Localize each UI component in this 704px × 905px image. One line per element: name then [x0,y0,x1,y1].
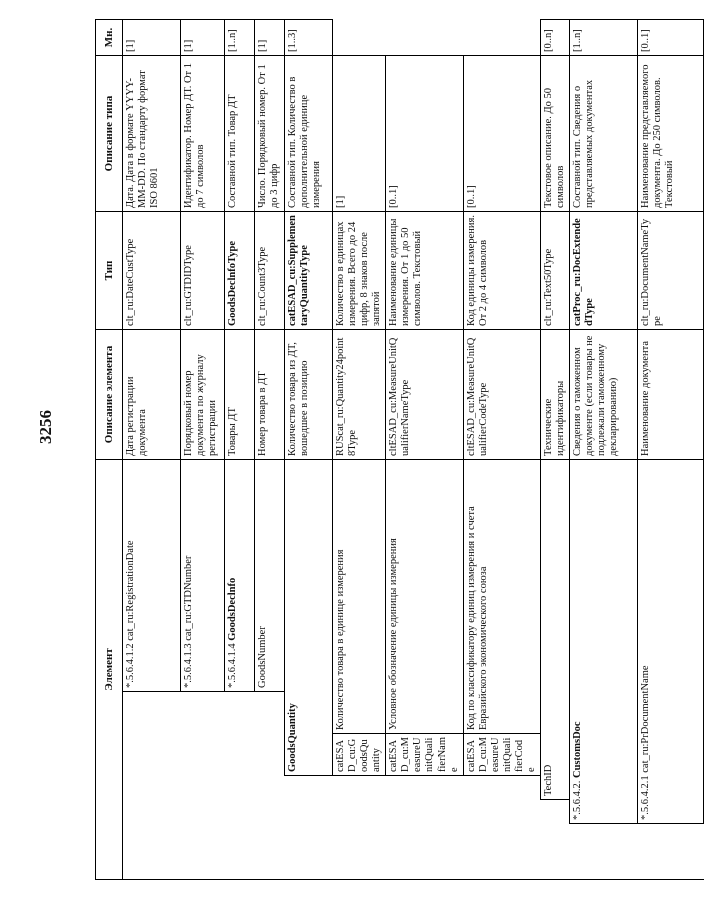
header-type-desc: Описание типа [96,56,123,212]
elements-table [95,19,704,880]
table-row: GoodsNumber Номер товара в ДТ clt_ru:Count3Type Число. Порядковый номер. От 1 до 3 цифр [1] [255,20,285,880]
header-row [96,20,123,880]
page-number: 3256 [36,410,55,444]
header-mult: Мн. [96,20,123,56]
header-type: Тип [96,212,123,330]
table-row: catESAD_cu:MeasureUnitQualifierCode Код по классификатору единиц измерения и счета Евразийского экономического союза cltESAD_cu:MeasureUnitQualifierCodeType Код единицы измерения. От 2 до 4 символов [0..1] [463,20,540,880]
table-row: *.5.6.4.2. CustomsDoc Сведения о таможенном документе (если товары не подлежали таможенному декларированию) catProc_ru:DocExtendedType Составной тип. Сведения о представляемых документах [1..n] [570,20,638,880]
header-element: Элемент [96,460,123,880]
header-desc: Описание элемента [96,330,123,460]
table-row: *.5.6.4.1.3 cat_ru:GTDNumber Порядковый номер документа по журналу регистрации clt_ru:GTDIDType Идентификатор. Номер ДТ. От 1 до 7 символов [1] [181,20,225,880]
table-row: *.5.6.4.2.1 cat_ru:PrDocumentName Наименование документа clt_ru:DocumentNameType Наименование представляемого документа. До 250 символов. Текстовый [0..1] [638,20,704,880]
table-row: TechID Технические идентификаторы clt_ru:Text50Type Текстовое описание. До 50 символов [0..n] [541,20,570,880]
table-row: catESAD_cu:GoodsQuantity Количество товара в единице измерения RUScat_ru:Quantity24point8Type Количество в единицах измерения. Всего до 24 цифр, 8 знаков после запятой [1] [333,20,386,880]
table-row: GoodsQuantity Количество товара из ДТ, вошедшее в позицию catESAD_cu:SupplementaryQuantityType Составной тип. Количество в дополнительной единице измерения [1..3] [285,20,333,880]
table-row: *.5.6.4.1.2 cat_ru:RegistrationDate Дата регистрации документа clt_ru:DateCustType Дата. Дата в формате YYYY-MM-DD. По стандарту формат ISO 8601 [1] [123,20,181,880]
rotated-table-area [95,20,676,880]
table-row: catESAD_cu:MeasureUnitQualifierName Условное обозначение единицы измерения cltESAD_cu:MeasureUnitQualifierNameType Наименование единицы измерения. От 1 до 50 символов. Текстовый [0..1] [386,20,463,880]
table-row: *.5.6.4.1.4 GoodsDeclnfo Товары ДТ GoodsDeclnfoType Составной тип. Товар ДТ [1..n] [225,20,255,880]
